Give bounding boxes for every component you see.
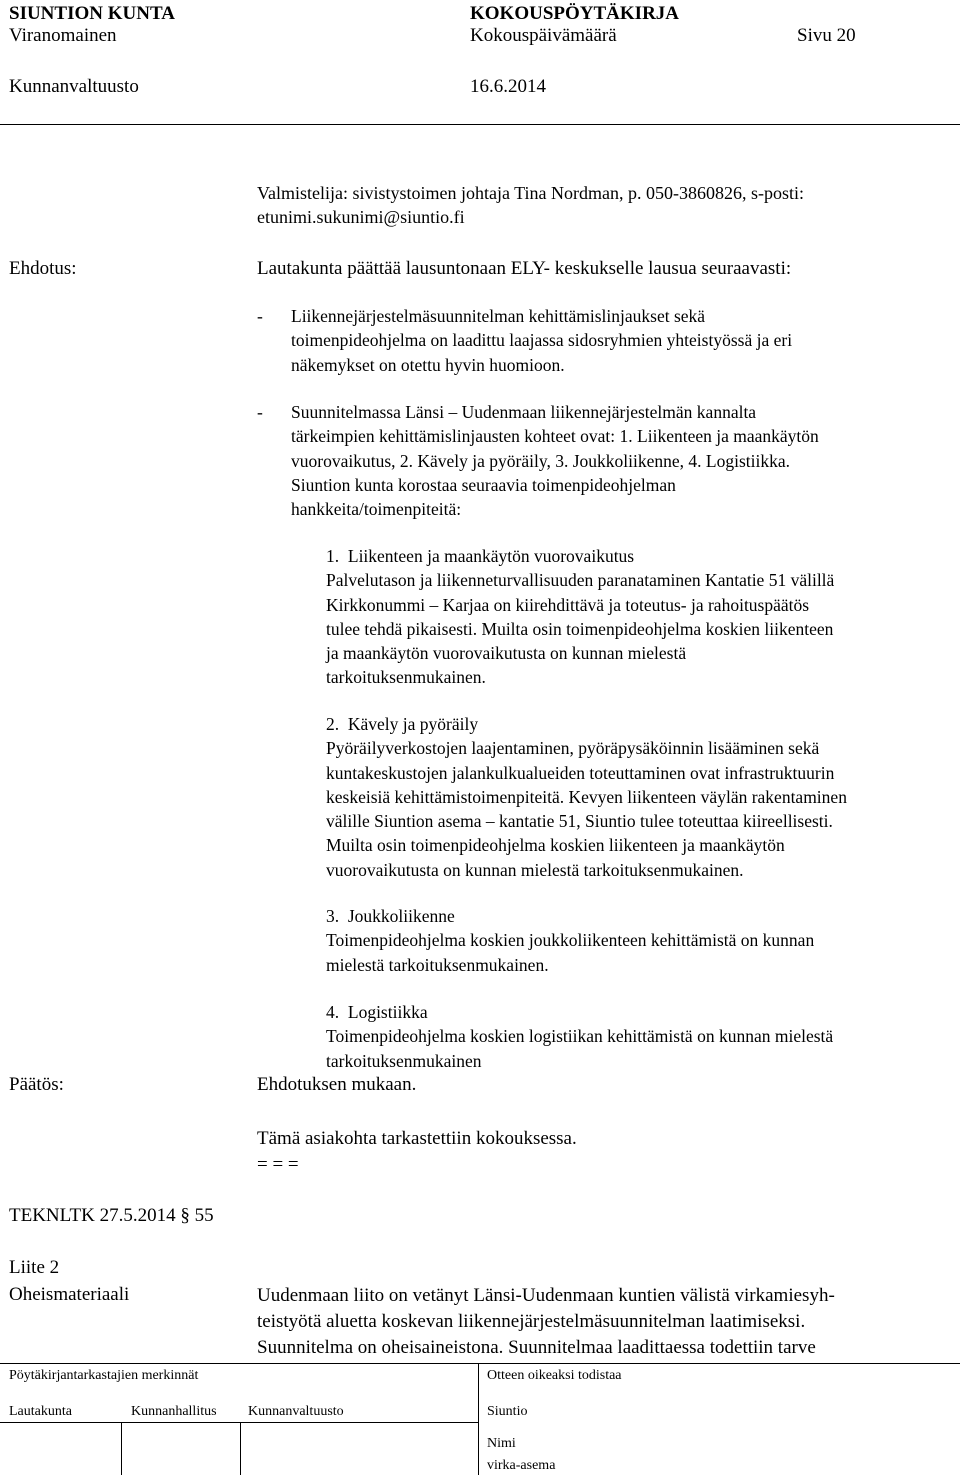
material-line: teistyötä aluetta koskevan liikennejärjestelmäsuunnitelman laatimiseksi.	[257, 1311, 806, 1332]
section-reference: TEKNLTK 27.5.2014 § 55	[9, 1205, 214, 1226]
measure-item-4	[326, 1000, 946, 1073]
bullet-line: hankkeita/toimenpiteitä:	[291, 499, 462, 520]
footer-cell-divider	[240, 1422, 241, 1475]
measure-line: välille Siuntion asema – kantatie 51, Siuntio tulee toteuttaa kiireellisesti.	[326, 811, 833, 832]
material-line: Uudenmaan liito on vetänyt Länsi-Uudenmaan kuntien välistä virkamiesyh-	[257, 1285, 835, 1306]
measure-item-2	[326, 712, 951, 882]
measure-item-3	[326, 904, 946, 977]
doc-type: KOKOUSPÖYTÄKIRJA	[470, 3, 680, 24]
measure-line: Palvelutason ja liikenneturvallisuuden paranataminen Kantatie 51 välillä	[326, 570, 835, 591]
measure-title: 4. Logistiikka	[326, 1002, 428, 1022]
measure-line: kuntakeskustojen jalankulkualueiden toteuttaminen ovat infrastruktuurin	[326, 762, 835, 783]
header-divider	[0, 124, 960, 125]
bullet-line: vuorovaikutus, 2. Kävely ja pyöräily, 3. Joukkoliikenne, 4. Logistiikka.	[291, 450, 790, 471]
date-label: Kokouspäivämäärä	[470, 25, 617, 46]
material-label: Oheismateriaali	[9, 1284, 130, 1305]
separator: = = =	[257, 1154, 299, 1175]
bullet-dash: -	[257, 306, 263, 326]
decision-note: Tämä asiakohta tarkastettiin kokouksessa.	[257, 1128, 577, 1149]
measure-line: Kirkkonummi – Karjaa on kiirehdittävä ja toteutus- ja rahoituspäätös	[326, 594, 810, 615]
footer-body-kunnanvaltuusto: Kunnanvaltuusto	[248, 1404, 344, 1419]
preparer-info	[257, 181, 947, 229]
preparer-line: Valmistelija: sivistystoimen johtaja Tina Nordman, p. 050-3860826, s-posti:	[257, 183, 804, 203]
bullet-line: tärkeimpien kehittämislinjausten kohteet ovat: 1. Liikenteen ja maankäytön	[291, 426, 819, 447]
bullet-1	[291, 304, 941, 377]
measure-line: Pyöräilyverkostojen laajentaminen, pyöräpysäköinnin lisääminen sekä	[326, 738, 820, 759]
bullet-dash: -	[257, 402, 263, 422]
decision-text: Ehdotuksen mukaan.	[257, 1074, 417, 1095]
measure-line: keskeisiä kehittämistoimenpiteitä. Kevyen liikenteen väylän rakentaminen	[326, 786, 847, 807]
measure-line: Toimenpideohjelma koskien joukkoliikenteen kehittämistä on kunnan	[326, 930, 815, 951]
footer-place: Siuntio	[487, 1404, 528, 1419]
bullet-line: toimenpideohjelma on laadittu laajassa sidosryhmien yhteistyössä ja eri	[291, 330, 793, 351]
bullet-line: näkemykset on otettu hyvin huomioon.	[291, 354, 565, 375]
footer-top-rule	[0, 1363, 960, 1364]
footer-cell-divider	[121, 1422, 122, 1475]
attachment-label: Liite 2	[9, 1257, 60, 1278]
authority-label: Viranomainen	[9, 25, 117, 46]
material-line: Suunnitelma on oheisaineistona. Suunnitelmaa laadittaessa todettiin tarve	[257, 1337, 816, 1358]
measure-line: vuorovaikutusta on kunnan mielestä tarkoituksenmukainen.	[326, 859, 744, 880]
preparer-line: etunimi.sukunimi@siuntio.fi	[257, 207, 465, 227]
bullet-line: Siuntion kunta korostaa seuraavia toimenpideohjelman	[291, 474, 676, 495]
bullet-line: Liikennejärjestelmäsuunnitelman kehittämislinjaukset sekä	[291, 306, 706, 326]
bullet-2	[291, 400, 941, 521]
title-label: virka-asema	[487, 1458, 556, 1473]
measure-title: 1. Liikenteen ja maankäytön vuorovaikutus	[326, 546, 635, 566]
measure-line: Muilta osin toimenpideohjelma koskien liikenteen ja maankäytön	[326, 835, 785, 856]
page-number: Sivu 20	[797, 25, 856, 46]
footer-body-lautakunta: Lautakunta	[9, 1404, 72, 1419]
measure-line: tarkoituksenmukainen	[326, 1050, 482, 1071]
checkers-label: Pöytäkirjantarkastajien merkinnät	[9, 1368, 199, 1383]
measure-title: 2. Kävely ja pyöräily	[326, 714, 479, 734]
org-name: SIUNTION KUNTA	[9, 3, 175, 24]
footer-body-kunnanhallitus: Kunnanhallitus	[131, 1404, 217, 1419]
footer-divider	[478, 1363, 479, 1475]
measure-line: tarkoituksenmukainen.	[326, 667, 486, 688]
meeting-date: 16.6.2014	[470, 76, 546, 97]
measure-line: mielestä tarkoituksenmukainen.	[326, 954, 549, 975]
decision-label: Päätös:	[9, 1074, 64, 1095]
authority: Kunnanvaltuusto	[9, 76, 139, 97]
proposal-intro: Lautakunta päättää lausuntonaan ELY- keskukselle lausua seuraavasti:	[257, 258, 792, 279]
copy-label: Otteen oikeaksi todistaa	[487, 1368, 622, 1383]
measure-line: Toimenpideohjelma koskien logistiikan kehittämistä on kunnan mielestä	[326, 1026, 834, 1047]
measure-title: 3. Joukkoliikenne	[326, 906, 455, 926]
name-label: Nimi	[487, 1436, 516, 1451]
measure-line: tulee tehdä pikaisesti. Muilta osin toimenpideohjelma koskien liikenteen	[326, 618, 834, 639]
measure-line: ja maankäytön vuorovaikutusta on kunnan mielestä	[326, 643, 687, 664]
material-text	[257, 1283, 957, 1361]
footer-row-rule	[0, 1422, 478, 1423]
measure-item-1	[326, 544, 946, 690]
proposal-label: Ehdotus:	[9, 258, 77, 279]
bullet-line: Suunnitelmassa Länsi – Uudenmaan liikennejärjestelmän kannalta	[291, 402, 757, 422]
